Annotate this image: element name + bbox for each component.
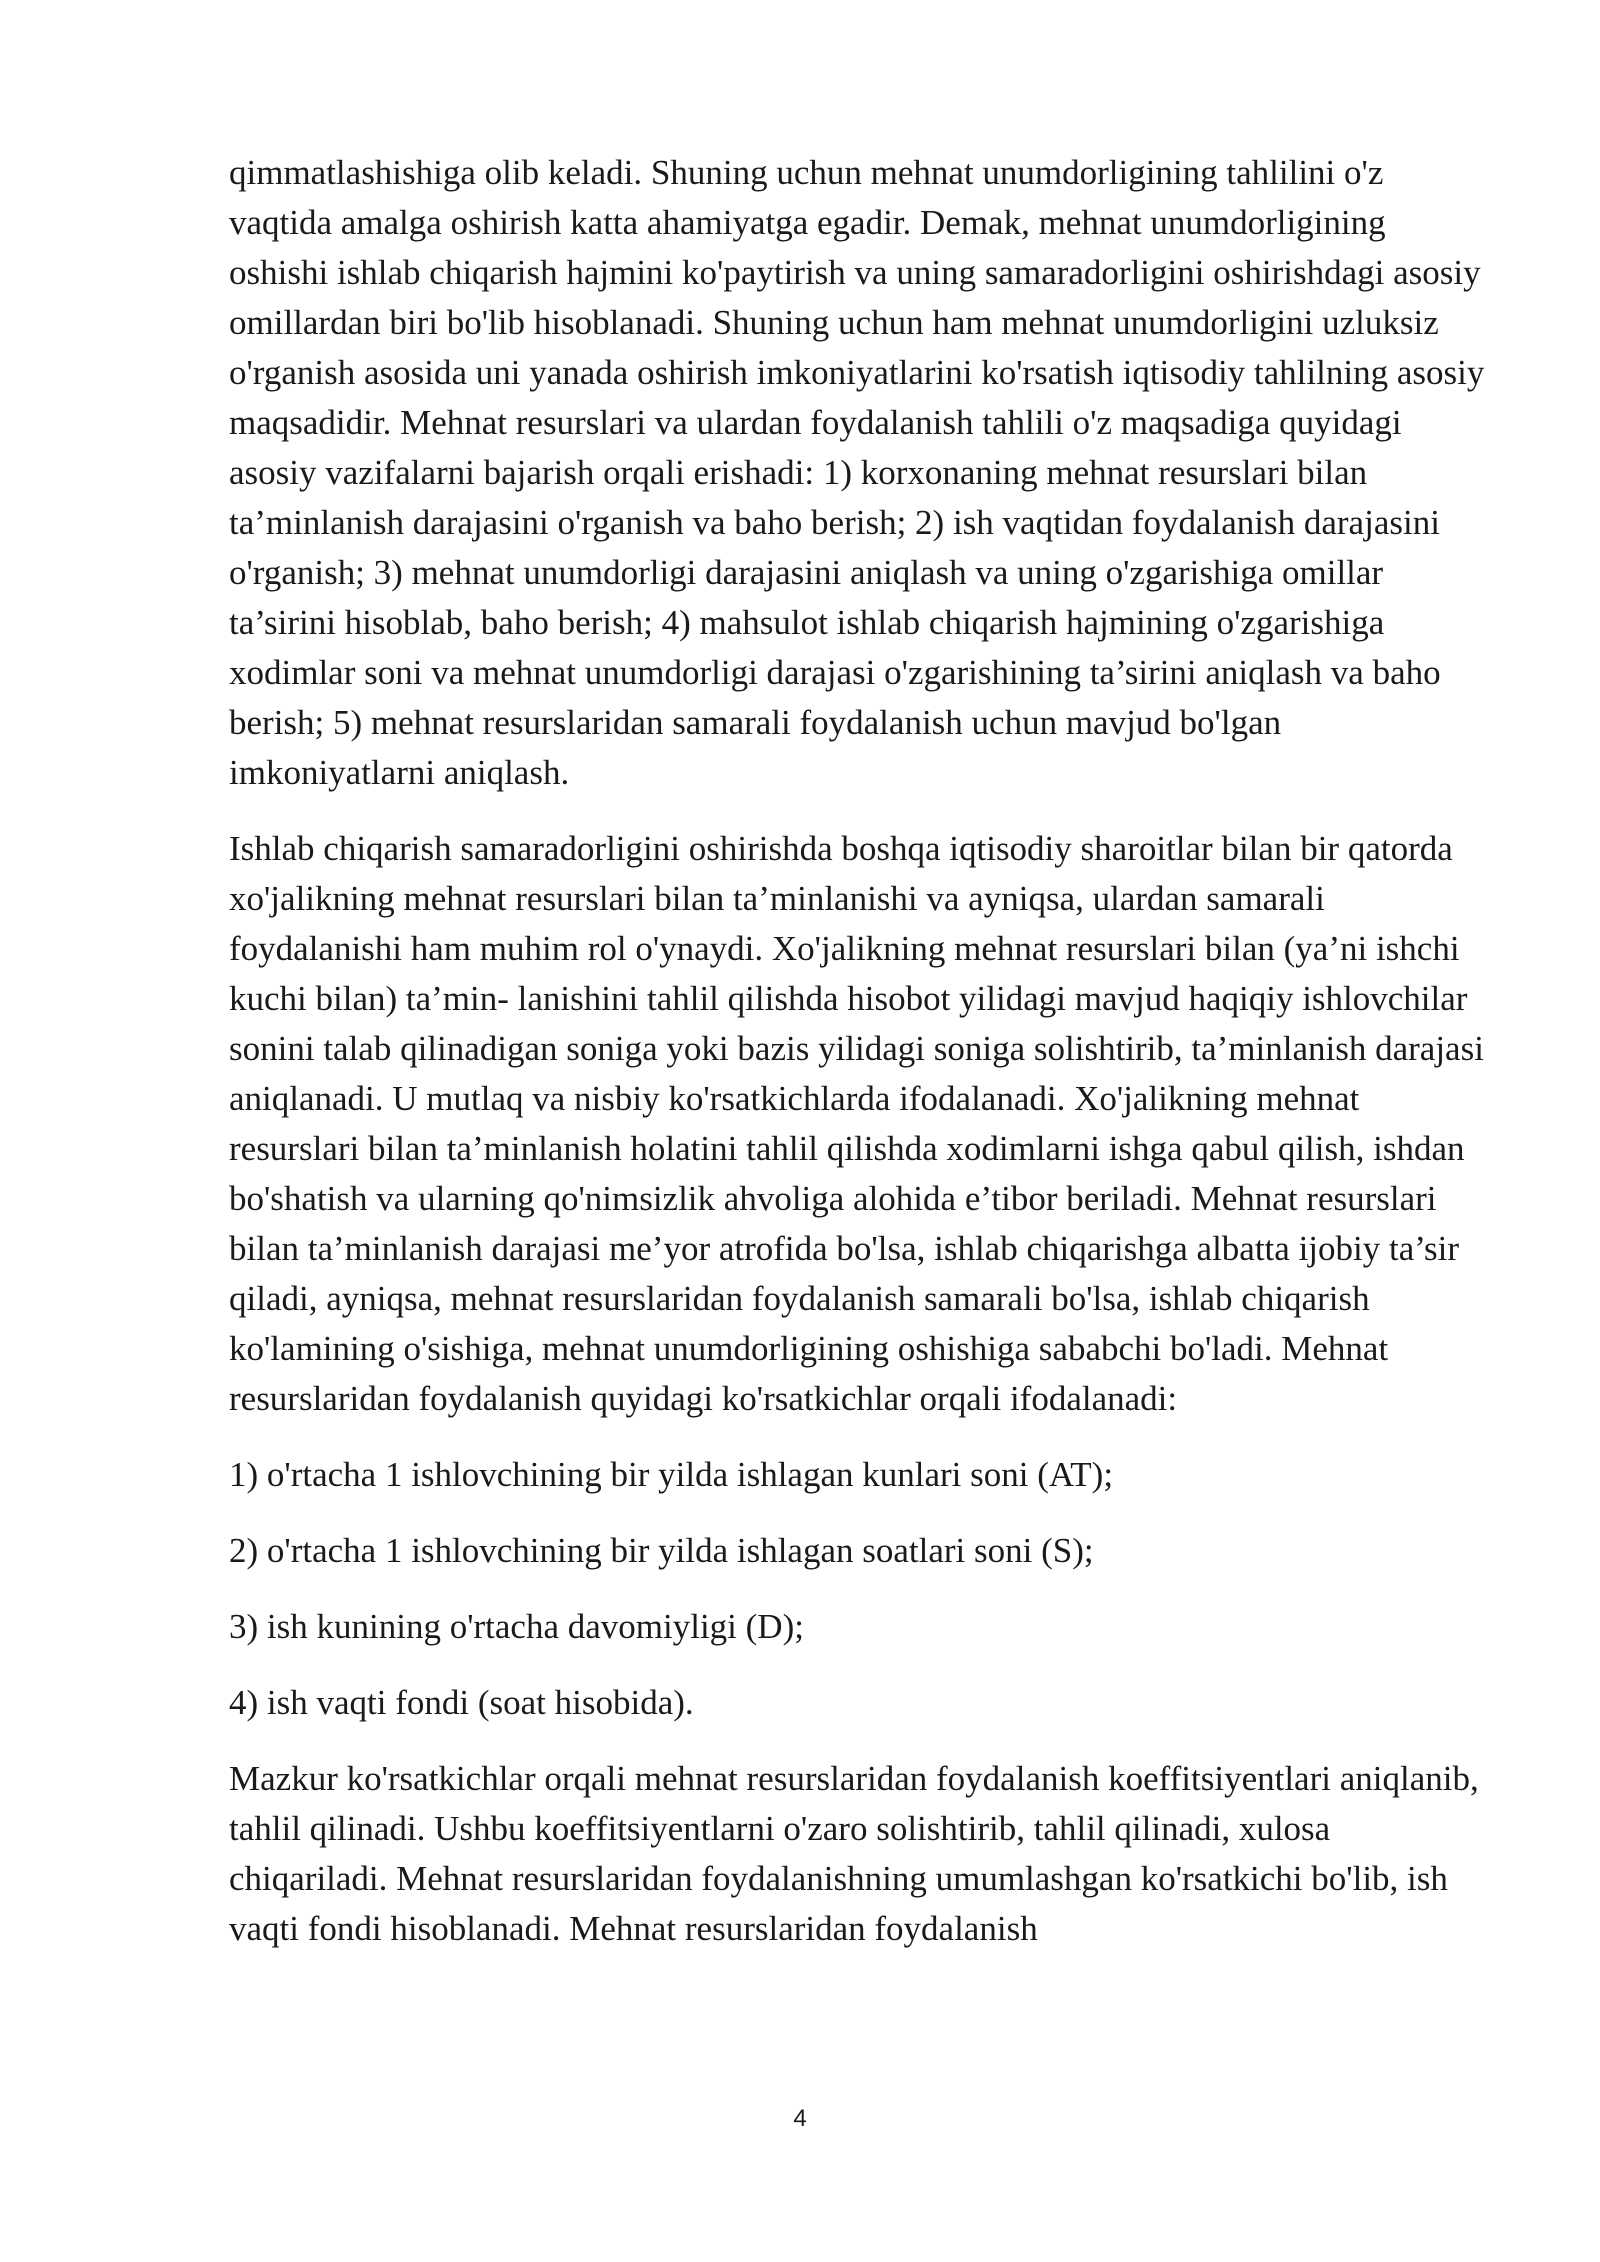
- document-body: [229, 148, 1489, 1980]
- list-item-work-time-fund: 4) ish vaqti fondi (soat hisobida).: [229, 1683, 694, 1722]
- list-item-work-days: 1) o'rtacha 1 ishlovchining bir yilda ishlagan kunlari soni (AT);: [229, 1455, 1114, 1494]
- paragraph-labor-productivity: qimmatlashishiga olib keladi. Shuning uchun mehnat unumdorligining tahlilini o'z vaqtida amalga oshirish katta ahamiyatga egadir. Demak, mehnat unumdorligining oshishi ishlab chiqarish hajmini ko'paytirish va uning samaradorligini oshirishdagi asosiy omillardan biri bo'lib hisoblanadi. Shuning uchun ham mehnat unumdorligini uzluksiz o'rganish asosida uni yanada oshirish imkoniyatlarini ko'rsatish iqtisodiy tahlilning asosiy maqsadidir. Mehnat resurslari va ulardan foydalanish tahlili o'z maqsadiga quyidagi asosiy vazifalarni bajarish orqali erishadi: 1) korxonaning mehnat resurslari bilan ta’minlanish darajasini o'rganish va baho berish; 2) ish vaqtidan foydalanish darajasini o'rganish; 3) mehnat unumdorligi darajasini aniqlash va uning o'zgarishiga omillar ta’sirini hisoblab, baho berish; 4) mahsulot ishlab chiqarish hajmining o'zgarishiga xodimlar soni va mehnat unumdorligi darajasi o'zgarishining ta’sirini aniqlash va baho berish; 5) mehnat resurslaridan samarali foydalanish uchun mavjud bo'lgan imkoniyatlarni aniqlash.: [229, 153, 1485, 792]
- paragraph-coefficients: Mazkur ko'rsatkichlar orqali mehnat resurslaridan foydalanish koeffitsiyentlari aniqlanib, tahlil qilinadi. Ushbu koeffitsiyentlarni o'zaro solishtirib, tahlil qilinadi, xulosa chiqariladi. Mehnat resurslaridan foydalanishning umumlashgan ko'rsatkichi bo'lib, ish vaqti fondi hisoblanadi. Mehnat resurslaridan foydalanish: [229, 1759, 1479, 1948]
- paragraph-labor-resources: Ishlab chiqarish samaradorligini oshirishda boshqa iqtisodiy sharoitlar bilan bir qatorda xo'jalikning mehnat resurslari bilan ta’minlanishi va ayniqsa, ulardan samarali foydalanishi ham muhim rol o'ynaydi. Xo'jalikning mehnat resurslari bilan (ya’ni ishchi kuchi bilan) ta’min- lanishini tahlil qilishda hisobot yilidagi mavjud haqiqiy ishlovchilar sonini talab qilinadigan soniga yoki bazis yilidagi soniga solishtirib, ta’minlanish darajasi aniqlanadi. U mutlaq va nisbiy ko'rsatkichlarda ifodalanadi. Xo'jalikning mehnat resurslari bilan ta’minlanish holatini tahlil qilishda xodimlarni ishga qabul qilish, ishdan bo'shatish va ularning qo'nimsizlik ahvoliga alohida e’tibor beriladi. Mehnat resurslari bilan ta’minlanish darajasi me’yor atrofida bo'lsa, ishlab chiqarishga albatta ijobiy ta’sir qiladi, ayniqsa, mehnat resurslaridan foydalanish samarali bo'lsa, ishlab chiqarish ko'lamining o'sishiga, mehnat unumdorligining oshishiga sababchi bo'ladi. Mehnat resurslaridan foydalanish quyidagi ko'rsatkichlar orqali ifodalanadi:: [229, 829, 1484, 1418]
- page-number: 4: [793, 2105, 807, 2132]
- list-item-work-hours: 2) o'rtacha 1 ishlovchining bir yilda ishlagan soatlari soni (S);: [229, 1531, 1094, 1570]
- list-item-workday-duration: 3) ish kunining o'rtacha davomiyligi (D);: [229, 1607, 804, 1646]
